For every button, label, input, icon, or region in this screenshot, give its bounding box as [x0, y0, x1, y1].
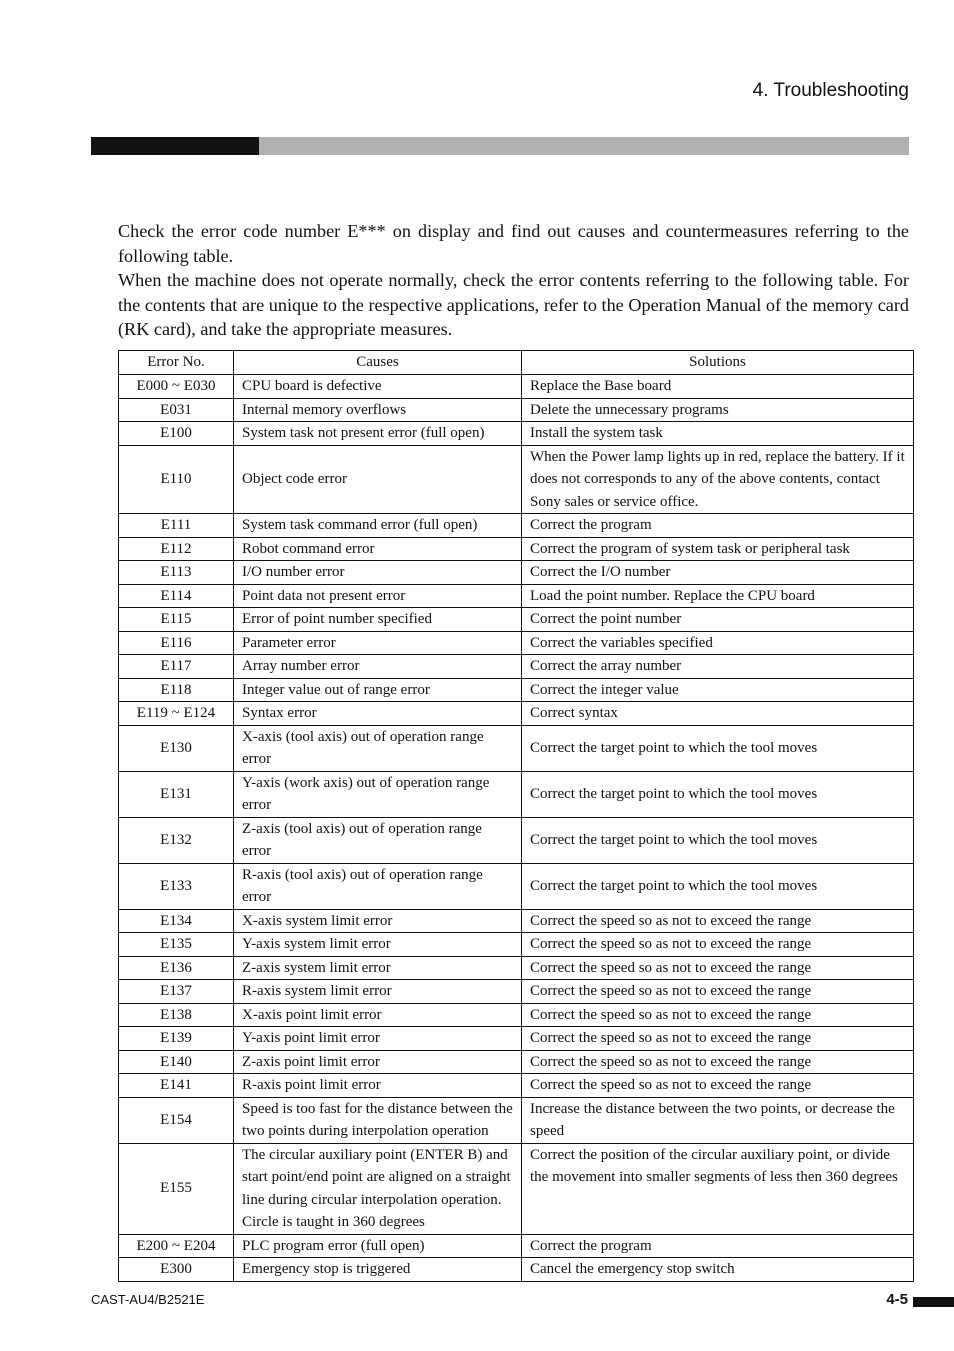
solution-cell: Correct the program: [522, 1234, 914, 1258]
solution-cell: Correct the target point to which the tool moves: [522, 817, 914, 863]
page-number: 4-5: [886, 1291, 908, 1308]
table-row: [119, 514, 914, 538]
error-code-cell: E154: [119, 1097, 234, 1143]
document-code: CAST-AU4/B2521E: [91, 1292, 205, 1307]
error-code-cell: E031: [119, 398, 234, 422]
solution-cell: Correct the target point to which the tool moves: [522, 725, 914, 771]
cause-cell: Object code error: [234, 445, 522, 514]
cause-cell: R-axis point limit error: [234, 1074, 522, 1098]
cause-cell: CPU board is defective: [234, 375, 522, 399]
error-code-cell: E130: [119, 725, 234, 771]
table-header-row: [119, 351, 914, 375]
cause-cell: System task not present error (full open): [234, 422, 522, 446]
solution-cell: Correct the target point to which the tool moves: [522, 863, 914, 909]
cause-cell: System task command error (full open): [234, 514, 522, 538]
table-row: [119, 537, 914, 561]
footer-rule: [913, 1297, 954, 1307]
error-code-cell: E110: [119, 445, 234, 514]
table-row: [119, 1074, 914, 1098]
cause-cell: Z-axis system limit error: [234, 956, 522, 980]
cause-cell: X-axis system limit error: [234, 909, 522, 933]
error-code-cell: E133: [119, 863, 234, 909]
error-code-cell: E137: [119, 980, 234, 1004]
error-code-cell: E100: [119, 422, 234, 446]
cause-cell: Y-axis (work axis) out of operation range error: [234, 771, 522, 817]
cause-cell: Syntax error: [234, 702, 522, 726]
error-table-body: [119, 375, 914, 1282]
section-title: 4. Troubleshooting: [752, 80, 909, 101]
error-code-cell: E113: [119, 561, 234, 585]
solution-cell: Correct the speed so as not to exceed the range: [522, 1050, 914, 1074]
error-code-cell: E000 ~ E030: [119, 375, 234, 399]
cause-cell: Point data not present error: [234, 584, 522, 608]
table-row: [119, 422, 914, 446]
error-code-cell: E111: [119, 514, 234, 538]
error-code-cell: E132: [119, 817, 234, 863]
cause-cell: I/O number error: [234, 561, 522, 585]
table-row: [119, 445, 914, 514]
table-row: [119, 725, 914, 771]
solution-cell: Correct the target point to which the tool moves: [522, 771, 914, 817]
cause-cell: Internal memory overflows: [234, 398, 522, 422]
table-row: [119, 398, 914, 422]
table-row: [119, 375, 914, 399]
solution-cell: Correct the I/O number: [522, 561, 914, 585]
intro-paragraph: When the machine does not operate normally, check the error contents referring to the following table. For the contents that are unique to the respective applications, refer to the Operation Manual of the memory card (RK card), and take the appropriate measures.: [118, 270, 909, 339]
table-row: [119, 608, 914, 632]
solution-cell: When the Power lamp lights up in red, replace the battery. If it does not corresponds to any of the above contents, contact Sony sales or service office.: [522, 445, 914, 514]
cause-cell: The circular auxiliary point (ENTER B) and start point/end point are aligned on a straight line during circular interpolation operation. Circle is taught in 360 degrees: [234, 1143, 522, 1234]
error-code-cell: E200 ~ E204: [119, 1234, 234, 1258]
header-rule-accent: [91, 137, 259, 155]
column-header-solutions: Solutions: [522, 351, 914, 375]
error-code-cell: E138: [119, 1003, 234, 1027]
cause-cell: Z-axis point limit error: [234, 1050, 522, 1074]
solution-cell: Correct the position of the circular auxiliary point, or divide the movement into smaller segments of less then 360 degrees: [522, 1143, 914, 1234]
table-row: [119, 584, 914, 608]
error-code-cell: E119 ~ E124: [119, 702, 234, 726]
error-code-cell: E114: [119, 584, 234, 608]
solution-cell: Correct the speed so as not to exceed the range: [522, 1003, 914, 1027]
cause-cell: X-axis point limit error: [234, 1003, 522, 1027]
table-row: [119, 678, 914, 702]
table-row: [119, 1027, 914, 1051]
solution-cell: Replace the Base board: [522, 375, 914, 399]
solution-cell: Correct the integer value: [522, 678, 914, 702]
solution-cell: Correct the speed so as not to exceed the range: [522, 956, 914, 980]
error-code-cell: E117: [119, 655, 234, 679]
solution-cell: Correct the speed so as not to exceed the range: [522, 980, 914, 1004]
cause-cell: Integer value out of range error: [234, 678, 522, 702]
cause-cell: R-axis (tool axis) out of operation range error: [234, 863, 522, 909]
solution-cell: Install the system task: [522, 422, 914, 446]
cause-cell: X-axis (tool axis) out of operation range error: [234, 725, 522, 771]
error-code-cell: E139: [119, 1027, 234, 1051]
cause-cell: Array number error: [234, 655, 522, 679]
table-row: [119, 980, 914, 1004]
solution-cell: Load the point number. Replace the CPU board: [522, 584, 914, 608]
cause-cell: Parameter error: [234, 631, 522, 655]
intro-text: [118, 219, 909, 342]
intro-paragraph: Check the error code number E*** on display and find out causes and countermeasures referring to the following table.: [118, 221, 909, 266]
cause-cell: Y-axis point limit error: [234, 1027, 522, 1051]
cause-cell: PLC program error (full open): [234, 1234, 522, 1258]
error-code-cell: E134: [119, 909, 234, 933]
table-row: [119, 863, 914, 909]
error-code-cell: E136: [119, 956, 234, 980]
error-code-cell: E155: [119, 1143, 234, 1234]
solution-cell: Correct the array number: [522, 655, 914, 679]
error-code-cell: E112: [119, 537, 234, 561]
table-row: [119, 1097, 914, 1143]
table-row: [119, 1003, 914, 1027]
cause-cell: Y-axis system limit error: [234, 933, 522, 957]
error-code-cell: E135: [119, 933, 234, 957]
cause-cell: Robot command error: [234, 537, 522, 561]
table-row: [119, 702, 914, 726]
solution-cell: Correct the speed so as not to exceed the range: [522, 1074, 914, 1098]
table-row: [119, 1234, 914, 1258]
error-code-cell: E300: [119, 1258, 234, 1282]
table-row: [119, 1050, 914, 1074]
column-header-error-no: Error No.: [119, 351, 234, 375]
table-row: [119, 956, 914, 980]
table-row: [119, 1258, 914, 1282]
solution-cell: Correct the speed so as not to exceed the range: [522, 933, 914, 957]
solution-cell: Correct the program of system task or peripheral task: [522, 537, 914, 561]
error-code-cell: E118: [119, 678, 234, 702]
solution-cell: Increase the distance between the two points, or decrease the speed: [522, 1097, 914, 1143]
table-row: [119, 771, 914, 817]
solution-cell: Correct the speed so as not to exceed the range: [522, 1027, 914, 1051]
header-rule: [91, 137, 909, 155]
table-row: [119, 655, 914, 679]
table-row: [119, 909, 914, 933]
solution-cell: Correct the program: [522, 514, 914, 538]
error-table: [118, 350, 914, 1282]
cause-cell: Speed is too fast for the distance between the two points during interpolation operation: [234, 1097, 522, 1143]
solution-cell: Correct the variables specified: [522, 631, 914, 655]
error-code-cell: E131: [119, 771, 234, 817]
cause-cell: R-axis system limit error: [234, 980, 522, 1004]
cause-cell: Emergency stop is triggered: [234, 1258, 522, 1282]
column-header-causes: Causes: [234, 351, 522, 375]
error-code-cell: E140: [119, 1050, 234, 1074]
cause-cell: Error of point number specified: [234, 608, 522, 632]
solution-cell: Cancel the emergency stop switch: [522, 1258, 914, 1282]
solution-cell: Correct syntax: [522, 702, 914, 726]
error-code-cell: E141: [119, 1074, 234, 1098]
table-row: [119, 933, 914, 957]
error-code-cell: E115: [119, 608, 234, 632]
table-row: [119, 561, 914, 585]
error-code-cell: E116: [119, 631, 234, 655]
solution-cell: Correct the point number: [522, 608, 914, 632]
table-row: [119, 1143, 914, 1234]
table-row: [119, 817, 914, 863]
cause-cell: Z-axis (tool axis) out of operation range error: [234, 817, 522, 863]
table-row: [119, 631, 914, 655]
solution-cell: Delete the unnecessary programs: [522, 398, 914, 422]
solution-cell: Correct the speed so as not to exceed the range: [522, 909, 914, 933]
